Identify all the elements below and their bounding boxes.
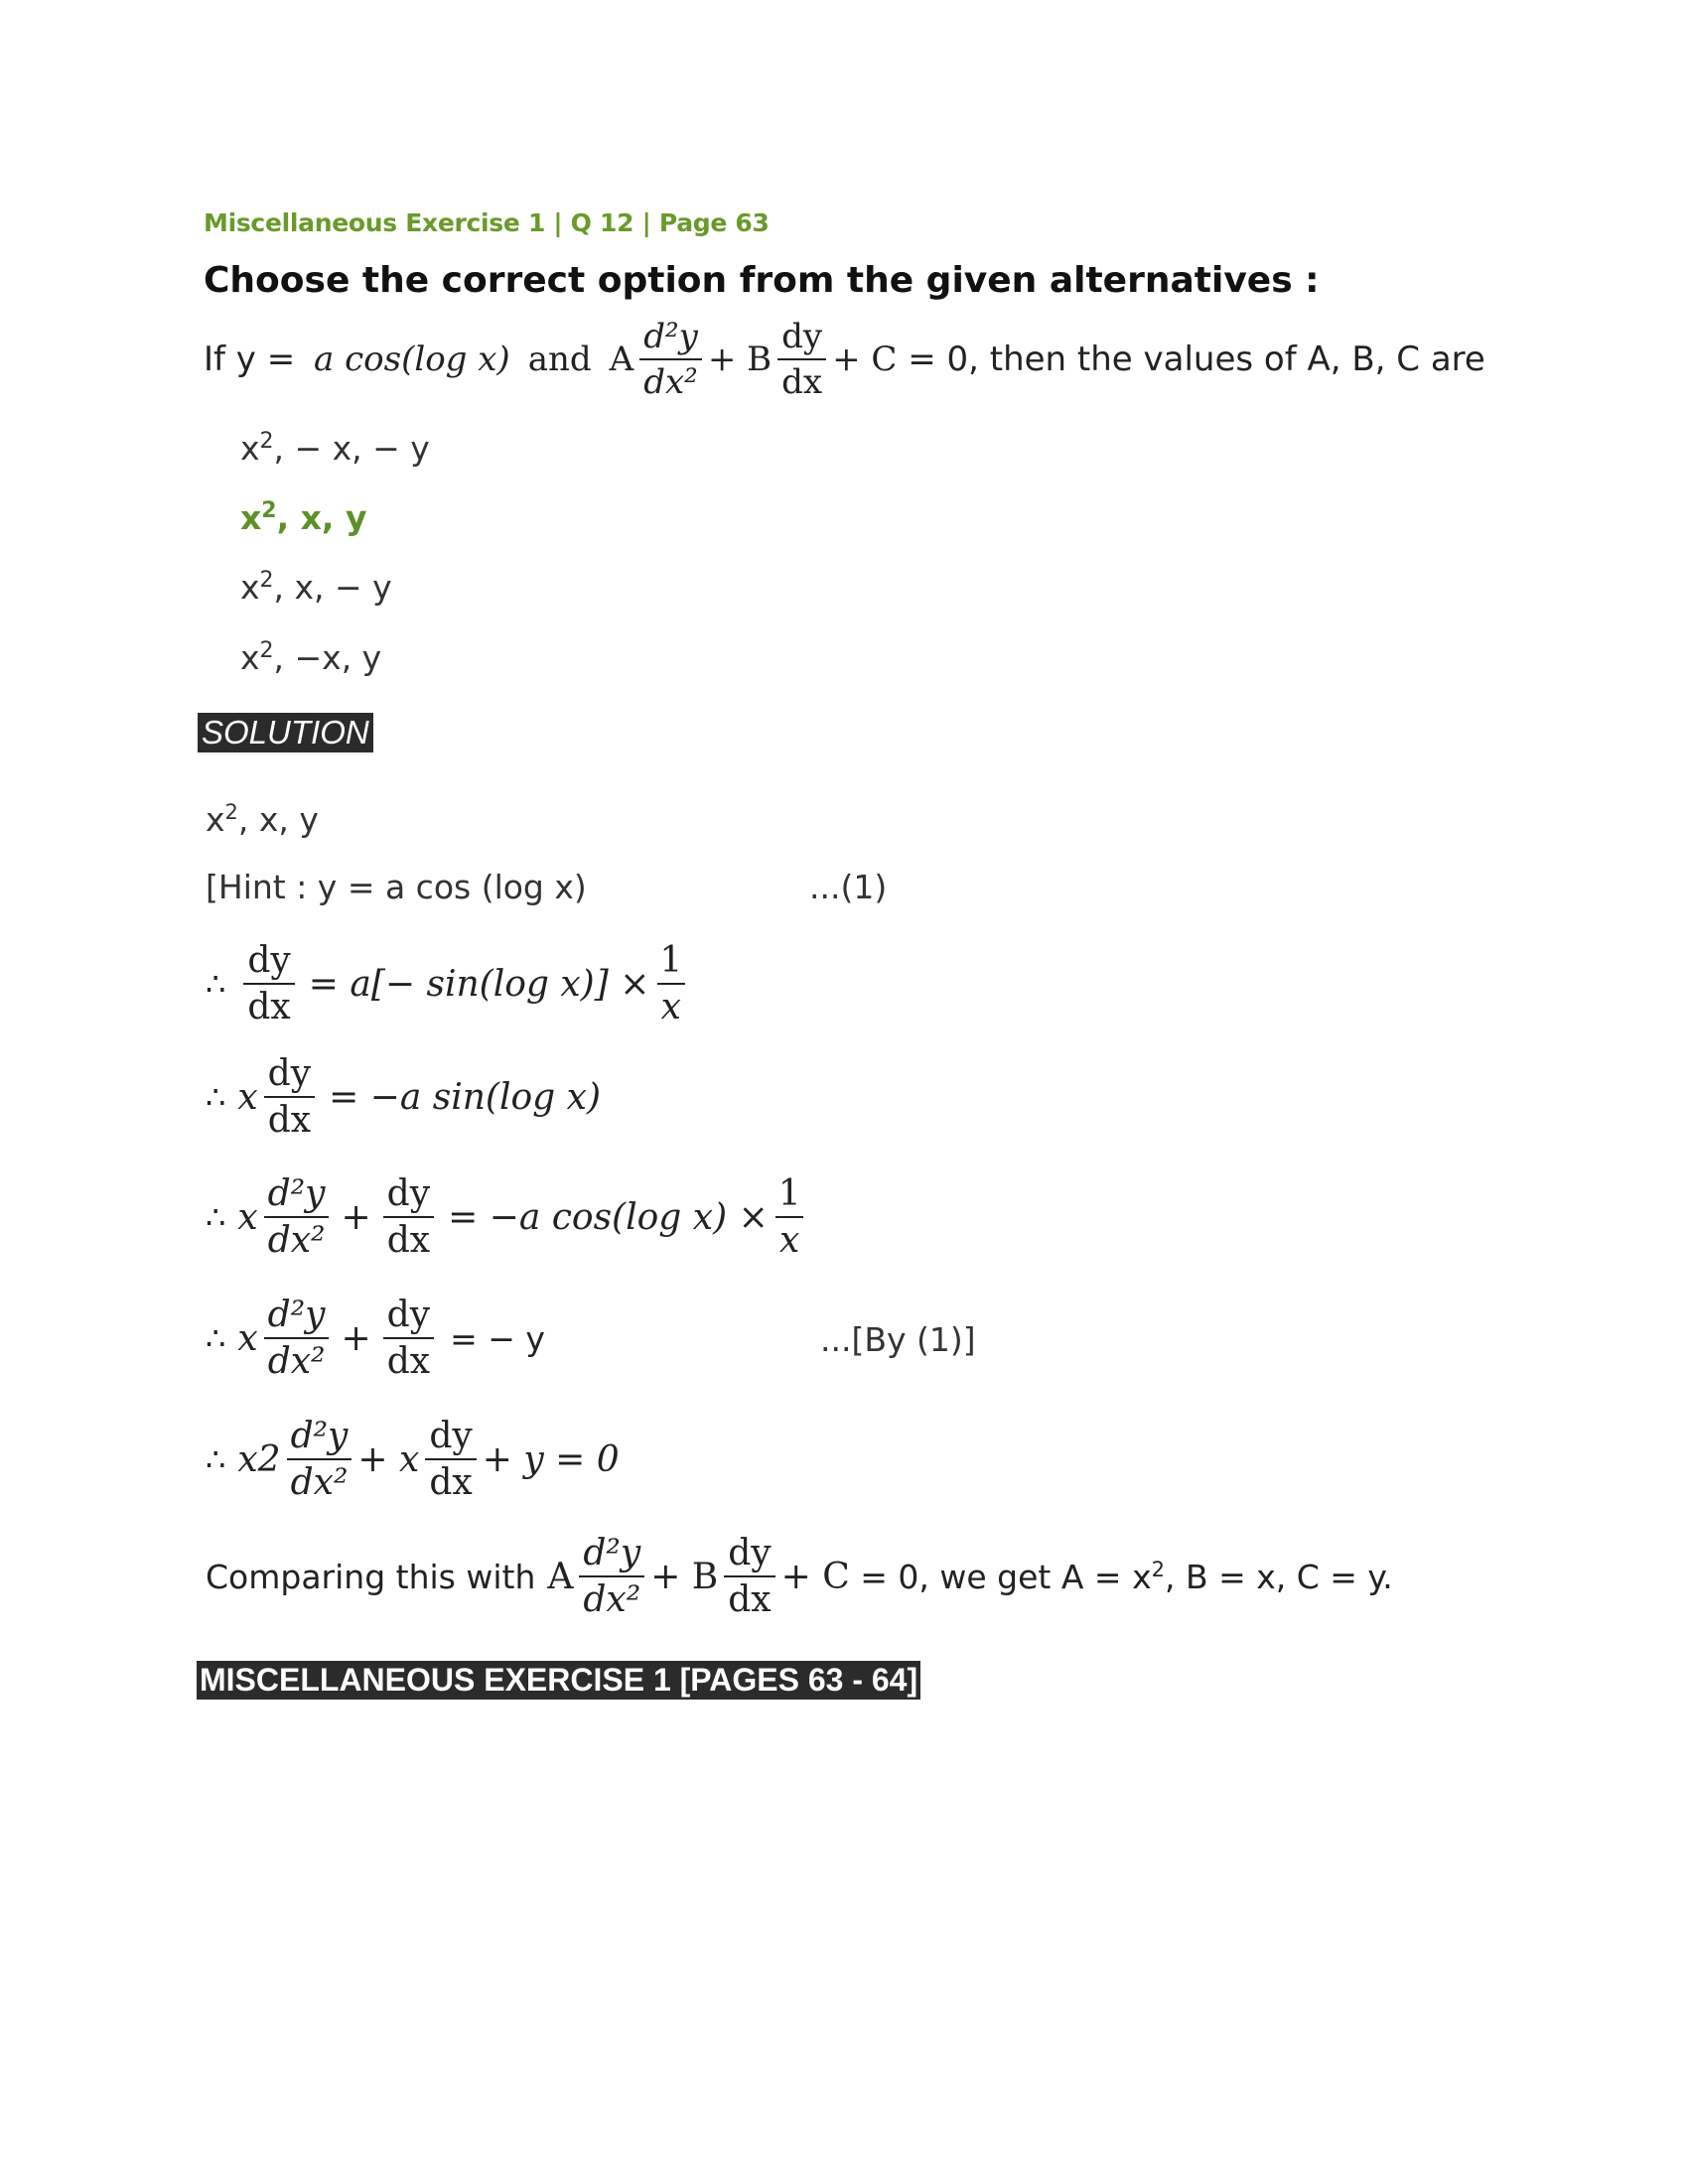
comparing-exponent: 2	[1151, 1557, 1165, 1581]
step-2-rhs: = −a sin(log x)	[329, 1076, 601, 1118]
fraction-denominator: dx	[383, 1216, 434, 1261]
second-derivative-fraction	[579, 1533, 644, 1620]
fraction-denominator: dx	[383, 1337, 434, 1382]
step-3	[206, 1158, 811, 1277]
solution-answer	[206, 800, 319, 839]
fraction-numerator: dy	[247, 940, 291, 981]
first-derivative-fraction	[724, 1533, 774, 1620]
step-4-lhs: x	[237, 1317, 258, 1359]
fraction-numerator: dy	[429, 1416, 473, 1456]
second-derivative-fraction	[639, 317, 702, 402]
step-2	[206, 1042, 601, 1152]
fraction-numerator: dy	[781, 317, 823, 356]
step-5-mid: + x	[357, 1438, 420, 1480]
option-base: x	[240, 429, 260, 468]
step-4-rhs: = − y	[450, 1318, 545, 1358]
comparing-suffix	[850, 1558, 1393, 1596]
option-rest: , −x, y	[273, 638, 382, 677]
therefore-symbol: ∴	[206, 1440, 226, 1478]
option-rest: , − x, − y	[273, 429, 430, 468]
fraction-numerator: dy	[386, 1295, 431, 1335]
hint-text: [Hint : y = a cos (log x)	[206, 868, 587, 906]
fraction-numerator: dy	[267, 1053, 312, 1094]
step-1-rhs: = a[− sin(log x)] ×	[308, 963, 650, 1005]
comparing-end: , B = x, C = y.	[1164, 1557, 1393, 1596]
question-text	[204, 310, 1485, 409]
fraction-denominator: dx	[264, 1096, 315, 1141]
fraction-denominator: dx	[724, 1575, 774, 1620]
step-1	[206, 929, 692, 1038]
first-derivative-fraction	[777, 317, 826, 402]
coef-c: + C	[832, 340, 898, 379]
comparing-suffix-text: = 0, we get A = x	[849, 1557, 1152, 1596]
answer-base: x	[206, 800, 225, 839]
step-3-lhs: x	[237, 1196, 258, 1238]
answer-exponent: 2	[224, 800, 238, 824]
step-5-lhs: x2	[237, 1438, 281, 1480]
option-rest: , x, y	[276, 498, 367, 537]
therefore-symbol: ∴	[206, 1198, 226, 1236]
answer-rest: , x, y	[237, 800, 319, 839]
fraction-denominator: dx²	[579, 1575, 644, 1620]
fraction-numerator: d²y	[267, 1295, 326, 1335]
fraction-numerator: d²y	[583, 1533, 641, 1573]
fraction-denominator: dx²	[264, 1337, 330, 1382]
comparing-prefix: Comparing this with	[206, 1557, 536, 1596]
dy-dx-fraction	[425, 1416, 476, 1503]
coef-b: + B	[650, 1556, 719, 1597]
therefore-symbol: ∴	[206, 1319, 226, 1357]
option-base: x	[240, 568, 260, 607]
fraction-numerator: 1	[777, 1173, 801, 1214]
fraction-numerator: dy	[386, 1173, 431, 1214]
fraction-numerator: dy	[728, 1533, 772, 1573]
step-4-reference: ...[By (1)]	[820, 1320, 976, 1359]
fraction-denominator: dx	[243, 983, 294, 1027]
fraction-denominator: x	[775, 1216, 803, 1261]
option-base: x	[240, 638, 260, 677]
fraction-denominator: dx	[425, 1458, 476, 1503]
hint-reference: ...(1)	[809, 868, 888, 906]
fraction-denominator: dx²	[639, 358, 702, 402]
option-base: x	[240, 498, 262, 537]
coef-a: A	[609, 340, 634, 379]
step-5	[206, 1400, 620, 1519]
coef-c: + C	[780, 1556, 850, 1597]
fraction-denominator: dx²	[287, 1458, 352, 1503]
coef-a: A	[547, 1556, 574, 1597]
plus-sign: +	[341, 1317, 371, 1359]
question-given: a cos(log x)	[314, 340, 510, 379]
option-exponent: 2	[259, 638, 274, 663]
comparing-line	[206, 1517, 1393, 1636]
option-a[interactable]	[240, 429, 430, 468]
dy-dx-fraction	[383, 1173, 434, 1261]
question-prefix: If y =	[204, 340, 307, 379]
second-derivative-fraction	[264, 1295, 330, 1382]
question-and: and	[527, 340, 592, 379]
step-2-lhs: x	[237, 1076, 258, 1118]
fraction-denominator: x	[657, 983, 685, 1027]
fraction-numerator: d²y	[643, 317, 698, 356]
step-4	[206, 1279, 545, 1398]
dy-dx-fraction	[264, 1053, 315, 1141]
coef-b: + B	[707, 340, 773, 379]
option-exponent: 2	[259, 429, 274, 454]
therefore-symbol: ∴	[206, 965, 226, 1003]
fraction-numerator: 1	[659, 940, 683, 981]
reciprocal-x-fraction	[655, 940, 686, 1027]
fraction-denominator: dx²	[264, 1216, 330, 1261]
plus-sign: +	[341, 1196, 371, 1238]
option-exponent: 2	[261, 498, 277, 523]
second-derivative-fraction	[264, 1173, 330, 1261]
therefore-symbol: ∴	[206, 1078, 226, 1116]
step-3-rhs: = −a cos(log x) ×	[448, 1196, 769, 1238]
option-rest: , x, − y	[273, 568, 392, 607]
fraction-numerator: d²y	[267, 1173, 326, 1214]
instruction-heading: Choose the correct option from the given alternatives :	[204, 260, 1320, 301]
question-suffix: = 0, then the values of A, B, C are	[897, 340, 1485, 379]
dy-dx-fraction	[383, 1295, 434, 1382]
second-derivative-fraction	[287, 1416, 352, 1503]
option-exponent: 2	[259, 568, 274, 593]
option-d[interactable]	[240, 638, 381, 677]
fraction-denominator: dx	[777, 358, 826, 402]
step-5-rhs: + y = 0	[482, 1438, 620, 1480]
option-b-correct[interactable]	[240, 498, 366, 537]
section-label[interactable]: MISCELLANEOUS EXERCISE 1 [PAGES 63 - 64]	[197, 1661, 920, 1700]
reciprocal-x-fraction	[774, 1173, 805, 1261]
solution-label: SOLUTION	[198, 713, 373, 752]
fraction-numerator: d²y	[290, 1416, 349, 1456]
option-c[interactable]	[240, 568, 392, 607]
dy-dx-fraction	[243, 940, 294, 1027]
question-reference[interactable]: Miscellaneous Exercise 1 | Q 12 | Page 63	[204, 208, 770, 237]
